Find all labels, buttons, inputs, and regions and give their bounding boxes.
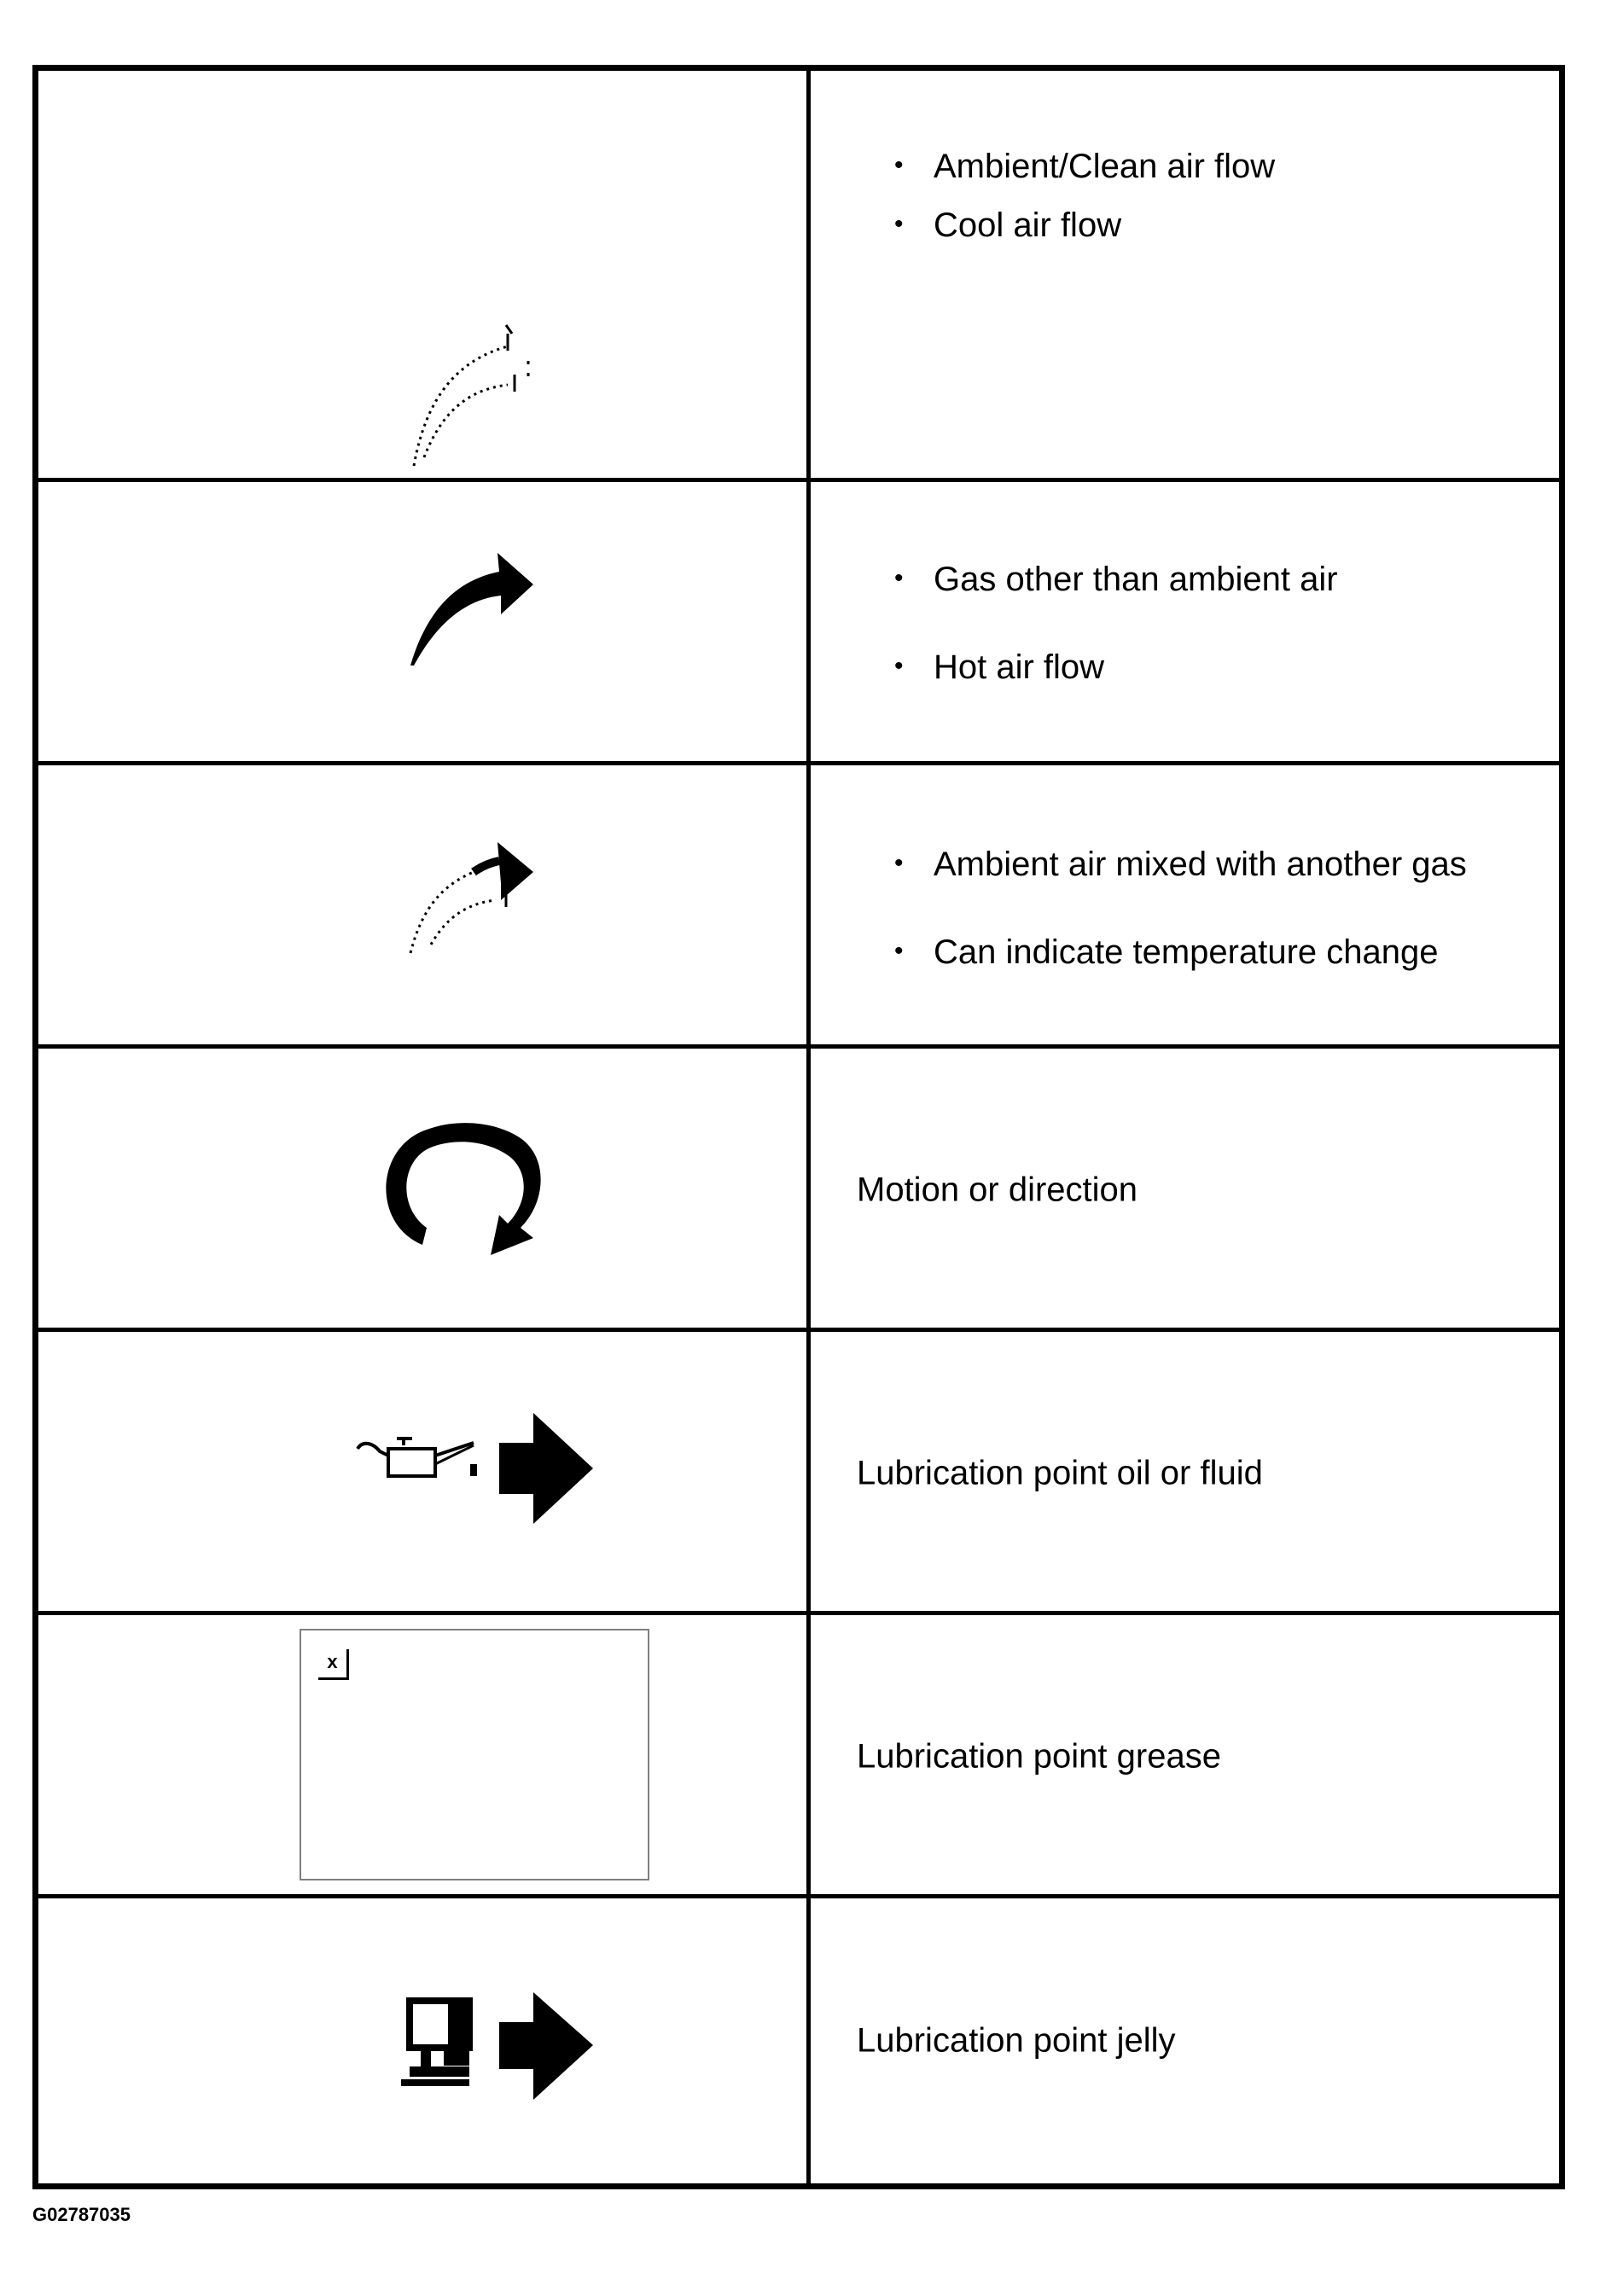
description-text: Motion or direction <box>857 1171 1138 1209</box>
symbol-cell <box>38 1049 806 1332</box>
description-text: Lubrication point jelly <box>857 2021 1176 2060</box>
symbol-cell <box>38 1332 806 1615</box>
symbol-cell <box>38 765 806 1049</box>
grease-gun-arrow-icon <box>397 1984 653 2112</box>
broken-image-icon <box>300 1629 649 1880</box>
table-row <box>38 1615 1559 1898</box>
table-row <box>38 765 1559 1049</box>
oil-can-arrow-icon <box>354 1404 644 1532</box>
arrow-right-icon <box>499 1992 593 2100</box>
list-item: • Gas other than ambient air <box>894 561 1338 599</box>
symbol-cell <box>38 1615 806 1898</box>
table-row <box>38 1049 1559 1332</box>
description-list <box>894 846 1467 972</box>
table-row <box>38 482 1559 765</box>
list-item: • Ambient/Clean air flow <box>894 148 1275 186</box>
list-item: • Can indicate temperature change <box>894 933 1467 972</box>
symbol-cell <box>38 71 806 482</box>
description-list <box>894 148 1275 245</box>
symbol-table <box>32 65 1565 2189</box>
grease-gun-icon <box>401 2001 469 2086</box>
symbol-cell <box>38 482 806 765</box>
table-row <box>38 1898 1559 2183</box>
description-text: Lubrication point grease <box>857 1737 1221 1776</box>
description-text: Lubrication point oil or fluid <box>857 1454 1263 1492</box>
dotted-curved-arrow-icon <box>405 265 576 479</box>
description-cell <box>811 1898 1559 2183</box>
description-cell <box>811 1615 1559 1898</box>
table-row <box>38 1332 1559 1615</box>
list-item: • Hot air flow <box>894 648 1338 687</box>
arrow-right-icon <box>499 1413 593 1524</box>
table-row <box>38 71 1559 482</box>
description-cell <box>811 1332 1559 1615</box>
mixed-curved-arrow-icon <box>405 825 576 962</box>
list-item: • Ambient air mixed with another gas <box>894 846 1467 884</box>
list-item: • Cool air flow <box>894 206 1275 245</box>
solid-curved-arrow-icon <box>405 538 576 674</box>
description-cell <box>811 765 1559 1049</box>
description-cell <box>811 1049 1559 1332</box>
symbol-cell <box>38 1898 806 2183</box>
figure-code: G02787035 <box>32 2204 131 2225</box>
description-cell <box>811 71 1559 482</box>
circular-arrow-icon <box>363 1108 567 1262</box>
broken-image-marker: x <box>318 1649 349 1680</box>
oil-can-icon <box>358 1439 477 1476</box>
description-list <box>894 561 1338 687</box>
description-cell <box>811 482 1559 765</box>
